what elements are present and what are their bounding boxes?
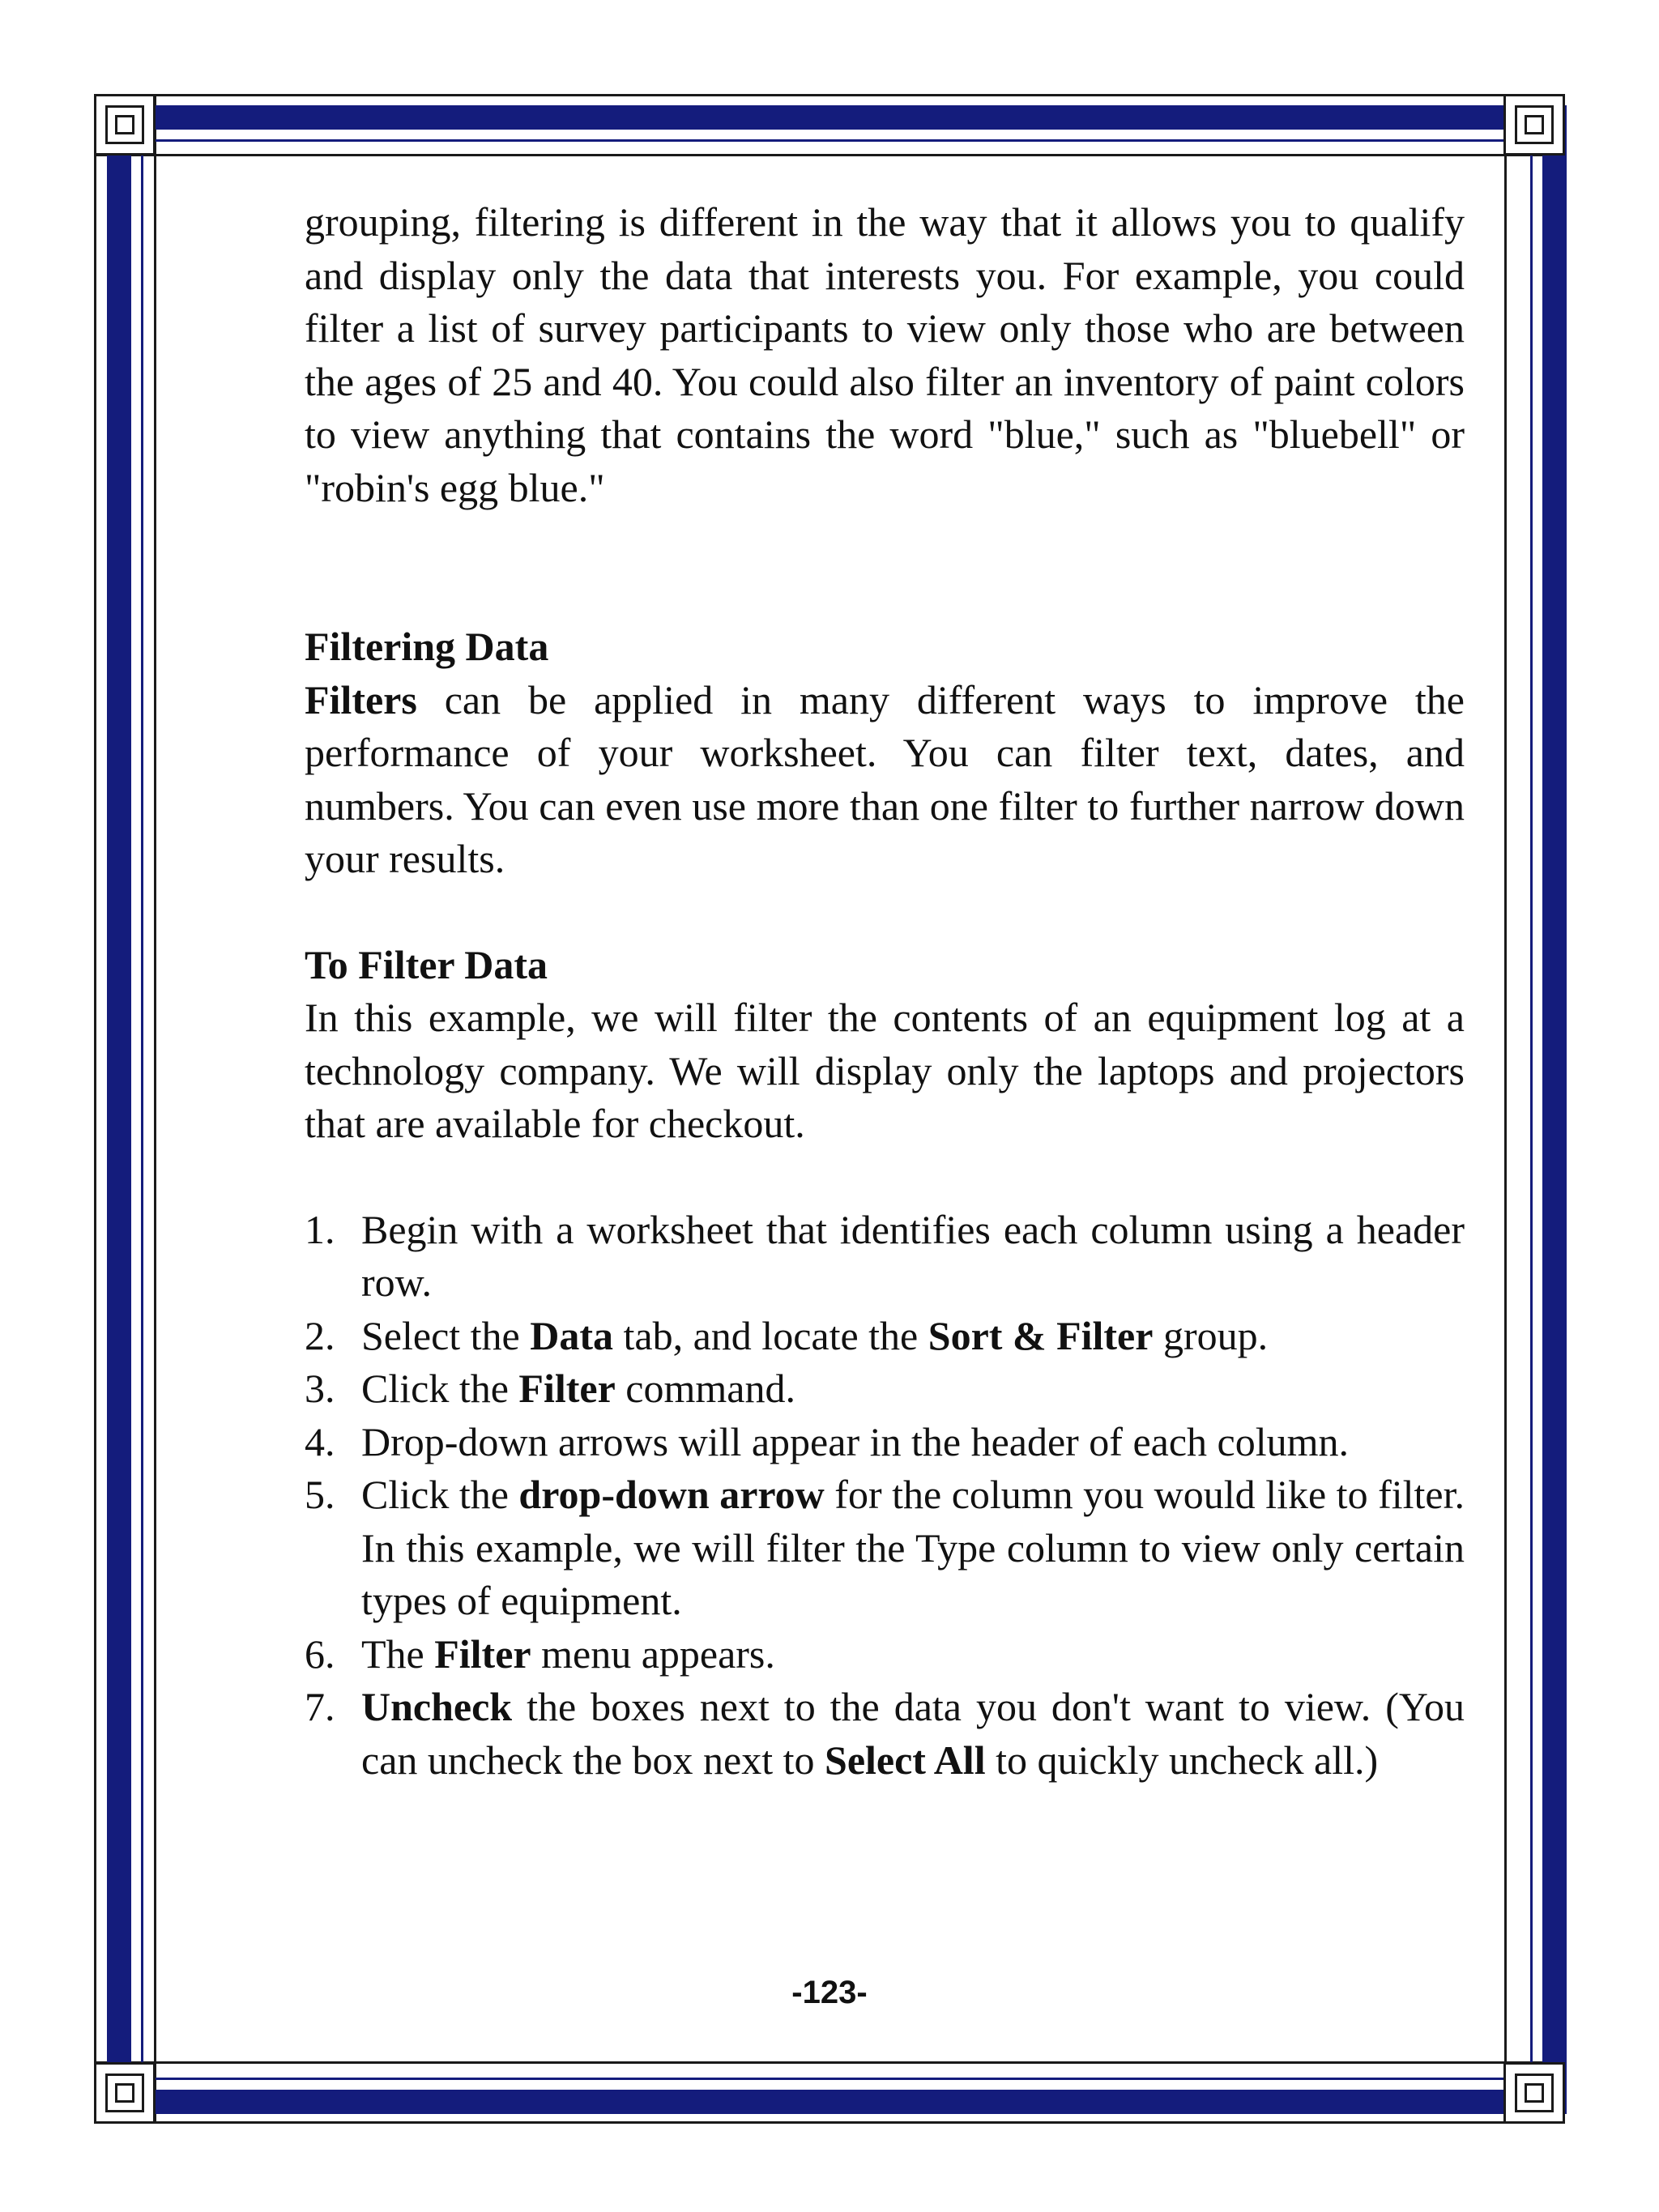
list-item-bold-term: Uncheck xyxy=(361,1684,513,1729)
list-item-bold-term: Select All xyxy=(825,1737,986,1783)
filtering-data-paragraph xyxy=(305,674,1465,886)
list-item-number: 7. xyxy=(305,1684,335,1729)
page-number: -123- xyxy=(791,1975,868,2010)
list-item-number: 1. xyxy=(305,1206,335,1252)
list-item-text: The xyxy=(361,1630,435,1677)
list-item-bold-term: Data xyxy=(530,1312,614,1358)
list-item-text: to quickly uncheck all.) xyxy=(985,1737,1379,1783)
spacer xyxy=(305,886,1465,939)
list-item-bold-term: Filter xyxy=(518,1366,616,1411)
list-item-text: group. xyxy=(1153,1312,1269,1358)
list-item-text: Select the xyxy=(361,1312,531,1358)
list-item-text: Begin with a worksheet that identifies each column using a header row. xyxy=(361,1206,1465,1305)
list-item-bold-term: Sort & Filter xyxy=(928,1312,1154,1358)
list-item xyxy=(305,1681,1465,1787)
spacer xyxy=(305,514,1465,620)
list-item-number: 5. xyxy=(305,1472,335,1517)
list-item-text: Click the xyxy=(361,1472,519,1517)
intro-paragraph: grouping, filtering is different in the way that it allows you to qualify and display only the data that interests you. For example, you could filter a list of survey participants to view only those who are between the ages of 25 and 40. You could also filter an inventory of paint colors to view anything that contains the word "blue," such as "bluebell" or "robin's egg blue." xyxy=(305,199,1465,510)
list-item xyxy=(305,1468,1465,1628)
filtering-data-body: can be applied in many different ways to improve the performance of your worksheet. You can filter text, dates, and numbers. You can even use more than one filter to further narrow down your results. xyxy=(305,676,1465,881)
spacer xyxy=(305,1151,1465,1204)
list-item xyxy=(305,1628,1465,1681)
list-item-number: 4. xyxy=(305,1418,335,1464)
list-item-text: command. xyxy=(615,1366,795,1411)
heading-filtering-data: Filtering Data xyxy=(305,624,549,669)
to-filter-data-paragraph: In this example, we will filter the contents of an equipment log at a technology company. We will display only the laptops and projectors that are available for checkout. xyxy=(305,995,1465,1146)
list-item-text: Drop-down arrows will appear in the header of each column. xyxy=(361,1418,1349,1464)
list-item-bold-term: drop-down arrow xyxy=(518,1472,825,1517)
list-item xyxy=(305,1310,1465,1363)
list-item xyxy=(305,1204,1465,1310)
list-item-text: for the column you would like to filter. In this example, we will filter the Type column to view only certain types of equipment. xyxy=(361,1472,1465,1623)
list-item-number: 3. xyxy=(305,1366,335,1411)
filters-term: Filters xyxy=(305,676,417,722)
heading-to-filter-data: To Filter Data xyxy=(305,941,548,987)
list-item-number: 6. xyxy=(305,1630,335,1677)
list-item-number: 2. xyxy=(305,1312,335,1358)
page-content xyxy=(305,196,1465,1787)
list-item xyxy=(305,1416,1465,1469)
list-item-text: Click the xyxy=(361,1366,519,1411)
corner-ornament-top-right xyxy=(1503,94,1565,156)
steps-list xyxy=(305,1204,1465,1788)
list-item-text: tab, and locate the xyxy=(613,1312,928,1358)
list-item-text: the boxes next to the data you don't want to view. (You can uncheck the box next to xyxy=(361,1684,1465,1783)
corner-ornament-top-left xyxy=(94,94,156,156)
list-item-text: menu appears. xyxy=(531,1630,775,1677)
list-item-bold-term: Filter xyxy=(434,1630,531,1677)
corner-ornament-bottom-right xyxy=(1503,2062,1565,2124)
corner-ornament-bottom-left xyxy=(94,2062,156,2124)
list-item xyxy=(305,1362,1465,1416)
